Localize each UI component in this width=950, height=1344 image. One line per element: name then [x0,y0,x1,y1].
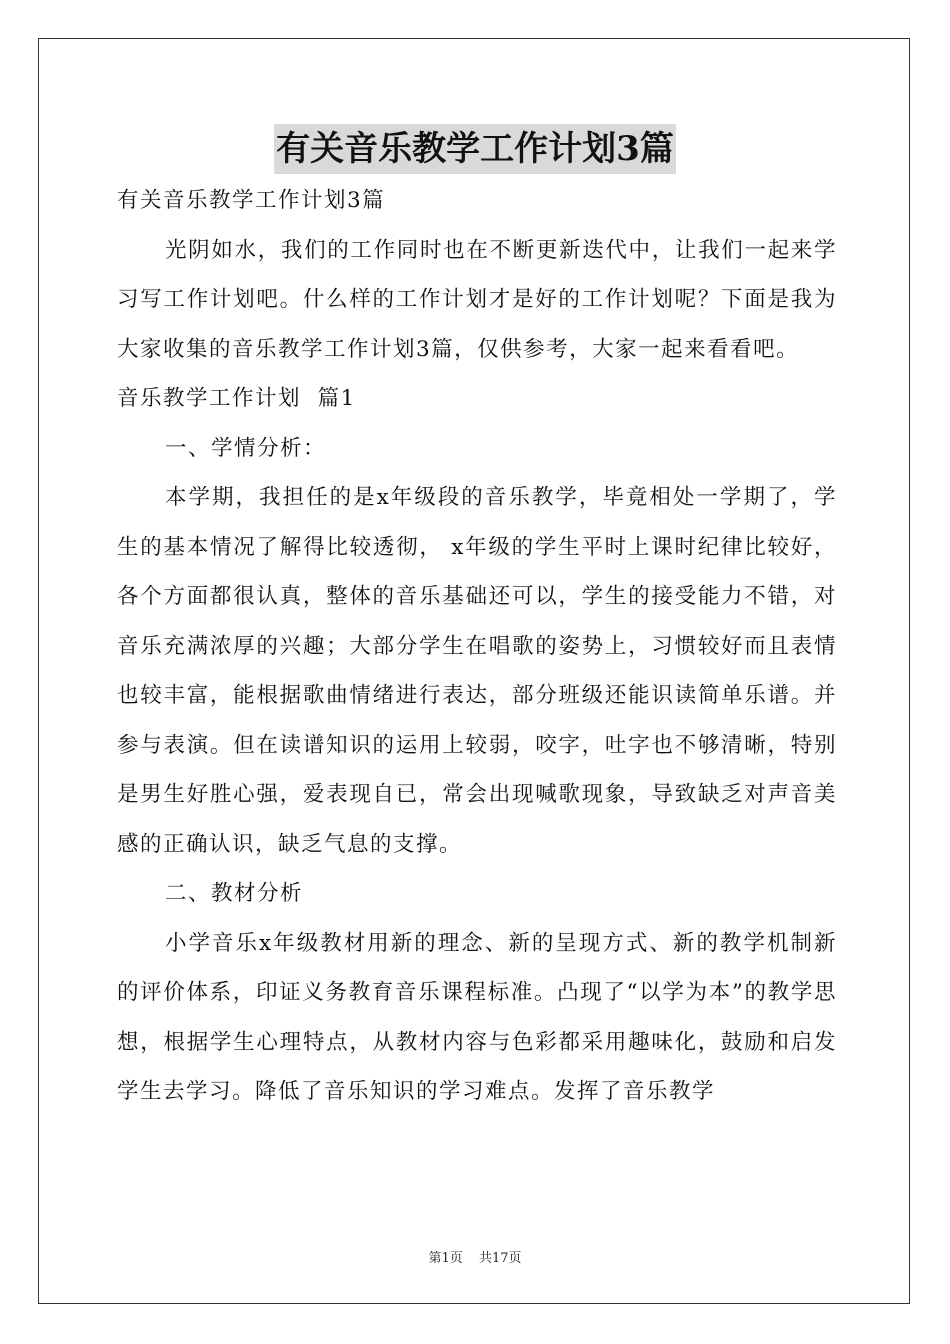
paragraph: 小学音乐x年级教材用新的理念、新的呈现方式、新的教学机制新的评价体系，印证义务教育音乐课程标准。凸现了“以学为本”的教学思想，根据学生心理特点，从教材内容与色彩都采用趣味化，鼓励和启发学生去学习。降低了音乐知识的学习难点。发挥了音乐教学 [117,930,837,1104]
paragraph: 本学期，我担任的是x年级段的音乐教学，毕竟相处一学期了，学生的基本情况了解得比较透彻， x年级的学生平时上课时纪律比较好，各个方面都很认真，整体的音乐基础还可以，学生的接受能力不错，对音乐充满浓厚的兴趣；大部分学生在唱歌的姿势上，习惯较好而且表情也较丰富，能根据歌曲情绪进行表达，部分班级还能识读简单乐谱。并参与表演。但在读谱知识的运用上较弱，咬字，吐字也不够清晰，特别是男生好胜心强，爱表现自已，常会出现喊歌现象，导致缺乏对声音美感的正确认识，缺乏气息的支撑。 [117,485,837,857]
document-body [117,176,837,1117]
document-subtitle: 有关音乐教学工作计划3篇 [117,188,386,213]
title-area [0,124,950,174]
subsection-heading: 一、学情分析： [165,435,327,461]
page-footer [0,1247,950,1266]
subsection-heading: 二、教材分析 [165,881,304,906]
page-total: 共17页 [478,1251,522,1266]
paragraph: 光阴如水，我们的工作同时也在不断更新迭代中，让我们一起来学习写工作计划吧。什么样的工作计划才是好的工作计划呢？下面是我为大家收集的音乐教学工作计划3篇，仅供参考，大家一起来看看吧。 [117,237,837,362]
page-number: 第1页 [428,1251,463,1266]
document-title: 有关音乐教学工作计划3篇 [274,124,676,174]
section-heading: 音乐教学工作计划 篇1 [117,386,356,411]
